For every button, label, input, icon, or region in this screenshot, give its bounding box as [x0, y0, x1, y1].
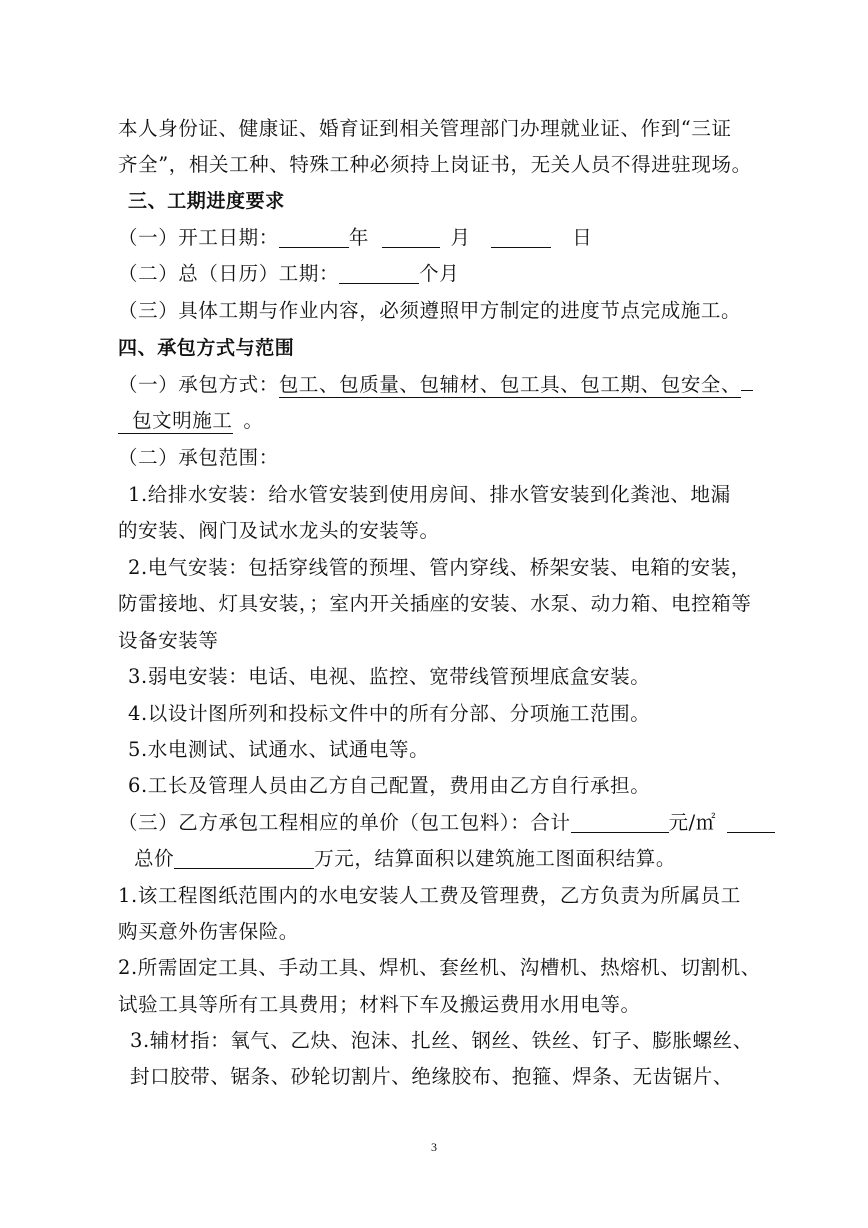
contract-method-label: （一）承包方式： [118, 373, 279, 396]
start-date-label: （一）开工日期： [118, 226, 279, 249]
month-label: 月 [450, 226, 471, 249]
text-line: 4.以设计图所列和投标文件中的所有分部、分项施工范围。 [128, 702, 651, 725]
day-label: 日 [572, 226, 593, 249]
text-line: 设备安装等 [118, 629, 219, 652]
contract-method-line-2 [118, 407, 263, 435]
contract-method-line [118, 371, 753, 399]
total-price-rest: 万元，结算面积以建筑施工图面积结算。 [314, 847, 677, 870]
text-line: 齐全”，相关工种、特殊工种必须持上岗证书，无关人员不得进驻现场。 [118, 153, 752, 176]
text-line: 1.该工程图纸范围内的水电安装人工费及管理费，乙方负责为所属员工 [118, 884, 741, 907]
text-line: 3.弱电安装：电话、电视、监控、宽带线管预埋底盒安装。 [128, 665, 651, 688]
text-line: 6.工长及管理人员由乙方自己配置，费用由乙方自行承担。 [128, 774, 651, 797]
page-number: 3 [431, 1140, 437, 1154]
unit-price-label: （三）乙方承包工程相应的单价（包工包料）：合计 [118, 811, 571, 834]
text-line: 防雷接地、灯具安装，；室内开关插座的安装、水泵、动力箱、电控箱等 [118, 592, 752, 615]
year-label: 年 [348, 226, 369, 249]
total-price-line [134, 845, 676, 873]
text-line: 购买意外伤害保险。 [118, 920, 299, 943]
text-line: 1.给排水安装：给水管安装到使用房间、排水管安装到化粪池、地漏 [128, 483, 731, 506]
text-line: 2.所需固定工具、手动工具、焊机、套丝机、沟槽机、热熔机、切割机、 [118, 956, 761, 979]
total-price-label: 总价 [134, 847, 175, 870]
duration-label: （二）总（日历）工期： [118, 262, 340, 285]
text-line: 3.辅材指：氧气、乙炔、泡沫、扎丝、钢丝、铁丝、钉子、膨胀螺丝、 [130, 1029, 753, 1052]
start-date-line [118, 224, 592, 252]
unit-price-blank [571, 810, 669, 833]
text-line: 本人身份证、健康证、婚育证到相关管理部门办理就业证、作到“三证 [118, 117, 732, 140]
text-line: 封口胶带、锯条、砂轮切割片、绝缘胶布、抱箍、焊条、无齿锯片、 [130, 1065, 734, 1088]
month-blank [382, 225, 440, 248]
day-blank [491, 225, 551, 248]
period: 。 [243, 409, 264, 432]
contract-method-value: 包工、包质量、包辅材、包工具、包工期、包安全、 [278, 373, 742, 396]
section-heading-4: 四、承包方式与范围 [118, 337, 295, 359]
section-heading-3: 三、工期进度要求 [128, 190, 285, 212]
contract-method-value-2: 包文明施工 [118, 409, 233, 434]
text-line: 5.水电测试、试通水、试通电等。 [128, 738, 430, 761]
text-line: （三）具体工期与作业内容，必须遵照甲方制定的进度节点完成施工。 [118, 299, 742, 322]
unit-price-line [118, 809, 775, 837]
text-line: 试验工具等所有工具费用；材料下车及搬运费用水用电等。 [118, 993, 641, 1016]
duration-line [118, 260, 459, 288]
year-blank [279, 225, 349, 248]
duration-blank [339, 261, 419, 284]
extra-blank [727, 810, 775, 833]
text-line: 2.电气安装：包括穿线管的预埋、管内穿线、桥架安装、电箱的安装， [128, 556, 751, 579]
total-price-blank [174, 846, 314, 869]
unit-price-unit: 元/㎡ [668, 811, 716, 834]
scope-label: （二）承包范围： [118, 446, 279, 469]
duration-unit: 个月 [419, 262, 460, 285]
text-line: 的安装、阀门及试水龙头的安装等。 [118, 519, 440, 542]
